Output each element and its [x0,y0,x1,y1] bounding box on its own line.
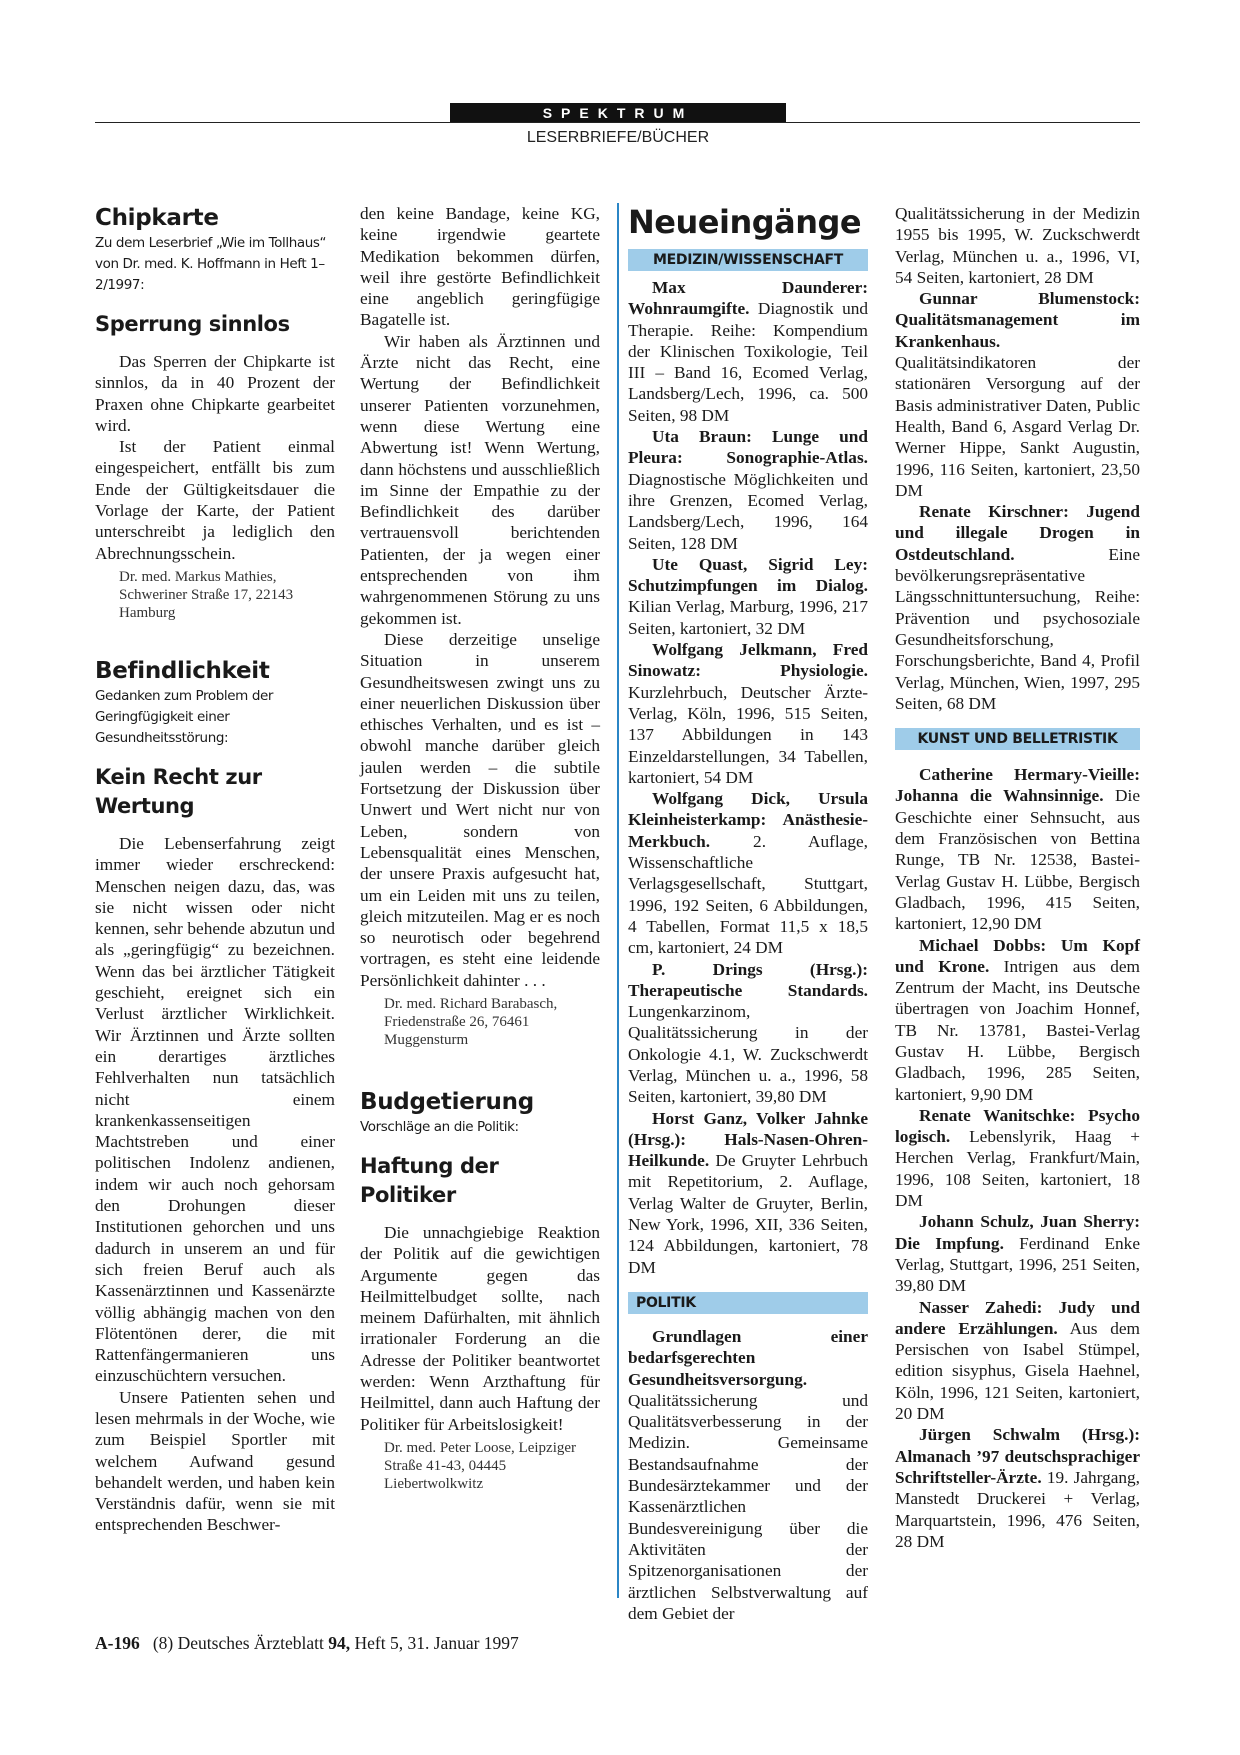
book-entry-title: Grundlagen einer bedarfsgerechten Gesundheitsversorgung. [628,1326,868,1389]
letter-subtitle-befindlichkeit: Kein Recht zur Wertung [95,764,262,818]
letter-intro-chipkarte: Zu dem Leserbrief „Wie im Tollhaus“ von Dr. med. K. Hoffmann in Heft 1–2/1997: [95,235,327,293]
book-entry-details: Die Geschichte einer Sehnsucht, aus dem Französischen von Bettina Runge, TB Nr. 12538, Bastei-Verlag Gustav H. Lübbe, Bergisch Gladbach, 1996, 415 Seiten, kartoniert, 12,90 DM [895,786,1140,934]
book-entry-details: Kilian Verlag, Marburg, 1996, 217 Seiten, kartoniert, 32 DM [628,597,868,638]
book-entry [628,1108,868,1278]
column-divider [617,203,619,1598]
book-entry-title: Horst Ganz, Volker Jahnke (Hrsg.): Hals-Nasen-Ohren-Heilkunde. [628,1108,868,1171]
book-entry [895,764,1140,934]
column-1 [95,203,335,1536]
book-entry [895,1297,1140,1425]
book-entry-details: Eine bevölkerungsrepräsentative Längsschnittuntersuchung, Reihe: Prävention und psychosoziale Gesundheitsforschung, Forschungsberichte, Band 4, Profil Verlag, München, Wien, 1997, 295 Seiten, 68 DM [895,544,1140,713]
column-2 [360,203,600,1493]
journal-info: (8) Deutsches Ärzteblatt [152,1633,329,1653]
book-entry-details: Qualitätsindikatoren der stationären Versorgung auf der Basis administrativer Daten, Public Health, Band 6, Asgard Verlag Dr. Werner Hippe, Sankt Augustin, 1996, 116 Seiten, kartoniert, 23,50 DM [895,353,1140,500]
book-entry-details: Aus dem Persischen von Isabel Stümpel, edition sisyphus, Gisela Haehnel, Köln, 1996, 121 Seiten, kartoniert, 20 DM [895,1318,1140,1424]
book-entry-title: Wolfgang Jelkmann, Fred Sinowatz: Physiologie. [628,640,868,681]
page-number: A-196 [95,1633,140,1653]
book-entry [628,788,868,958]
book-entry [895,1211,1140,1296]
book-entry [628,1326,868,1624]
book-entry [895,501,1140,714]
book-entry-details: Diagnostische Möglichkeiten und ihre Grenzen, Ecomed Verlag, Landsberg/Lech, 1996, 164 Seiten, 128 DM [628,469,868,553]
book-entry-details: Qualitätssicherung und Qualitätsverbesserung in der Medizin. Gemeinsame Bestandsaufnahme der Bundesärztekammer und der Kassenärztlichen Bundesvereinigung über die Aktivitäten der Spitzenorganisationen der ärztlichen Selbstverwaltung auf dem Gebiet der [628,1390,868,1623]
book-entry-details: Kurzlehrbuch, Deutscher Ärzte-Verlag, Köln, 1996, 515 Seiten, 137 Abbildungen in 143 Einzeldarstellungen, 34 Tabellen, kartoniert, 54 DM [628,682,868,787]
letter-intro-budgetierung: Vorschläge an die Politik: [360,1118,519,1135]
book-entry-details: Diagnostik und Therapie. Reihe: Kompendium der Klinischen Toxikologie, Teil III – Band 16, Ecomed Verlag, Landsberg/Lech, 1996, ca. 500 Seiten, 98 DM [628,299,868,425]
letter-signature: Dr. med. Markus Mathies, Schweriner Straße 17, 22143 Hamburg [119,568,294,621]
book-entry-title: Catherine Hermary-Vieille: Johanna die Wahnsinnige. [895,765,1140,806]
book-entry [895,288,1140,501]
book-entry-title: Renate Wanitschke: Psycho logisch. [895,1105,1140,1147]
category-band-politik: POLITIK [628,1292,868,1314]
book-entry-details: 19. Jahrgang, Manstedt Druckerei + Verlag, Marquartstein, 1996, 476 Seiten, 28 DM [895,1467,1140,1551]
book-entry [628,639,868,788]
letter-subtitle-chipkarte: Sperrung sinnlos [95,312,290,336]
section-subtitle: LESERBRIEFE/BÜCHER [526,129,710,146]
letter-title-budgetierung: Budgetierung [360,1088,534,1115]
book-entry [628,277,868,426]
letter-subtitle-budgetierung: Haftung der Politiker [360,1153,499,1207]
letter-paragraph: Wir haben als Ärztinnen und Ärzte nicht das Recht, eine Wertung der Befindlichkeit unserer Patienten vorzunehmen, wenn diese Wertung eine Abwertung ist! Wenn Wertung, dann höchstens und ausschließlich im Sinne der Empathie zu der Befindlichkeit des darüber vertrauensvoll berichtenden Patienten, der ja wegen einer entsprechenden von ihm wahrgenommenen Störung zu uns gekommen ist. [360,331,600,628]
letter-paragraph: Die unnachgiebige Reaktion der Politik auf die gewichtigen Argumente gegen das Heilmittelbudget sollte, nach meinem Dafürhalten, mit ähnlich irrationaler Forderung an die Adresse der Politiker beantwortet werden: Wenn Arzthaftung für Heilmittel, dann auch Haftung der Politiker für Arbeitslosigkeit! [360,1222,600,1434]
letter-title-chipkarte: Chipkarte [95,205,219,231]
book-entry-title: Uta Braun: Lunge und Pleura: Sonographie-Atlas. [628,427,868,468]
letter-paragraph: Ist der Patient einmal eingespeichert, entfällt bis zum Ende der Gültigkeitsdauer die Vorlage der Karte, der Patient unterschreibt ja lediglich den Abrechnungsschein. [95,437,335,563]
letter-paragraph: Die Lebenserfahrung zeigt immer wieder erschreckend: Menschen neigen dazu, das, was sie nicht wissen oder nicht kennen, sehr behende abzutun und als „geringfügig“ zu bezeichnen. Wenn das bei ärztlicher Tätigkeit geschieht, ereignet sich ein Verlust ärztlicher Wirklichkeit. Wir Ärztinnen und Ärzte sollten ein derartiges ärztliches Fehlverhalten nun tatsächlich nicht einem krankenkassenseitigen Machtstreben und einer politischen Indolenz andienen, indem wir auch noch gehorsam den Drohungen dieser Institutionen gehorchen und uns dadurch in unserem an und für sich freien Beruf auch als Kassenärztinnen und Kassenärzte völlig abhängig machen von den Flötentönen derer, die mit Rattenfängermanieren uns einzuschüchtern versuchen. [95,833,335,1386]
book-entry-details: 2. Auflage, Wissenschaftliche Verlagsgesellschaft, Stuttgart, 1996, 192 Seiten, 6 Abbildungen, 4 Tabellen, Format 11,5 x 18,5 cm, kartoniert, 24 DM [628,831,868,958]
header-rule [95,122,1140,123]
book-entry-title: Gunnar Blumenstock: Qualitätsmanagement im Krankenhaus. [895,289,1140,351]
book-entry [895,1105,1140,1211]
letter-signature: Dr. med. Peter Loose, Leipziger Straße 41-43, 04445 Liebertwolkwitz [384,1439,577,1492]
book-entry-details: Lebenslyrik, Haag + Herchen Verlag, Frankfurt/Main, 1996, 108 Seiten, kartoniert, 18 DM [895,1127,1140,1211]
page-footer [95,1633,519,1654]
book-entry-title: P. Drings (Hrsg.): Therapeutische Standards. [628,959,868,1000]
book-list-medizin-continued [895,288,1140,714]
book-entry-details: Intrigen aus dem Zentrum der Macht, ins Deutsche übertragen von Joachim Honnef, TB Nr. 13781, Bastei-Verlag Gustav H. Lübbe, Bergisch Gladbach, 1996, 285 Seiten, kartoniert, 9,90 DM [895,956,1140,1104]
book-entry [628,554,868,639]
letter-paragraph: Unsere Patienten sehen und lesen mehrmals in der Woche, wie zum Beispiel Sportler mit welchem Aufwand gesund behandelt werden, und haben kein Verständnis dafür, wenn sie mit entsprechenden Beschwer- [95,1387,335,1535]
book-entry-continuation: Qualitätssicherung in der Medizin 1955 bis 1995, W. Zuckschwerdt Verlag, München u. a., 1996, VI, 54 Seiten, kartoniert, 28 DM [895,204,1140,287]
column-4 [895,203,1140,1552]
book-entry-title: Johann Schulz, Juan Sherry: Die Impfung. [895,1212,1140,1253]
category-band-kunst: KUNST UND BELLETRISTIK [895,728,1140,750]
letter-title-befindlichkeit: Befindlichkeit [95,657,270,684]
book-entry-details: Lungenkarzinom, Qualitätssicherung in der Onkologie 4.1, W. Zuckschwerdt Verlag, München u. a., 1996, 58 Seiten, kartoniert, 39,80 DM [628,1002,868,1107]
journal-issue: Heft 5, 31. Januar 1997 [350,1633,519,1653]
book-entry-title: Nasser Zahedi: Judy und andere Erzählungen. [895,1297,1140,1338]
letter-signature: Dr. med. Richard Barabasch, Friedenstraße 26, 76461 Muggensturm [384,995,558,1048]
section-title: SPEKTRUM [542,105,694,121]
book-list-politik [628,1326,868,1624]
book-entry [628,959,868,1108]
book-entry [895,1424,1140,1552]
category-band-medizin: MEDIZIN/WISSENSCHAFT [628,249,868,271]
book-entry-title: Ute Quast, Sigrid Ley: Schutzimpfungen im Dialog. [628,554,868,596]
book-entry [895,935,1140,1105]
journal-volume: 94, [328,1633,351,1653]
book-list-kunst [895,764,1140,1552]
section-header-bar [450,103,786,123]
book-entry-title: Jürgen Schwalm (Hrsg.): Almanach ’97 deutschsprachiger Schriftsteller-Ärzte. [895,1425,1140,1487]
book-list-medizin [628,277,868,1278]
letter-paragraph: Das Sperren der Chipkarte ist sinnlos, da in 40 Prozent der Praxen ohne Chipkarte gearbeitet wird. [95,352,335,435]
book-entry-title: Max Daunderer: Wohnraumgifte. [628,278,868,319]
book-entry [628,426,868,554]
book-entry-details: Ferdinand Enke Verlag, Stuttgart, 1996, 251 Seiten, 39,80 DM [895,1233,1140,1296]
column-3 [628,203,868,1624]
book-entry-title: Michael Dobbs: Um Kopf und Krone. [895,935,1140,976]
book-entry-title: Wolfgang Dick, Ursula Kleinheisterkamp: Anästhesie-Merkbuch. [628,789,868,851]
books-title: Neueingänge [628,203,862,241]
book-entry-details: De Gruyter Lehrbuch mit Repetitorium, 2. Auflage, Verlag Walter de Gruyter, Berlin, New York, 1996, XII, 336 Seiten, 124 Abbildungen, kartoniert, 78 DM [628,1151,868,1277]
book-entry-title: Renate Kirschner: Jugend und illegale Drogen in Ostdeutschland. [895,502,1140,564]
letter-intro-befindlichkeit: Gedanken zum Problem der Geringfügigkeit einer Gesundheitsstörung: [95,687,274,746]
letter-paragraph: Diese derzeitige unselige Situation in unserem Gesundheitswesen zwingt uns zu einer neuerlichen Diskussion über ethisches Verhalten, und es ist – obwohl manche darüber gleich jaulen werden – die subtile Fortsetzung der Diskussion über Unwert und Wert nicht nur von Leben, sondern von Lebensqualität eines Menschen, der unsere Praxis aufgesucht hat, um ein Leiden mit uns zu teilen, gleich mitzuteilen. Mag er es noch so neurotisch oder begehrend vortragen, es steht eine leidende Persönlichkeit dahinter . . . [360,629,600,990]
letter-paragraph: den keine Bandage, keine KG, keine irgendwie geartete Medikation bekommen dürfen, weil ihre gestörte Befindlichkeit eine angeblich geringfügige Bagatelle ist. [360,204,600,330]
